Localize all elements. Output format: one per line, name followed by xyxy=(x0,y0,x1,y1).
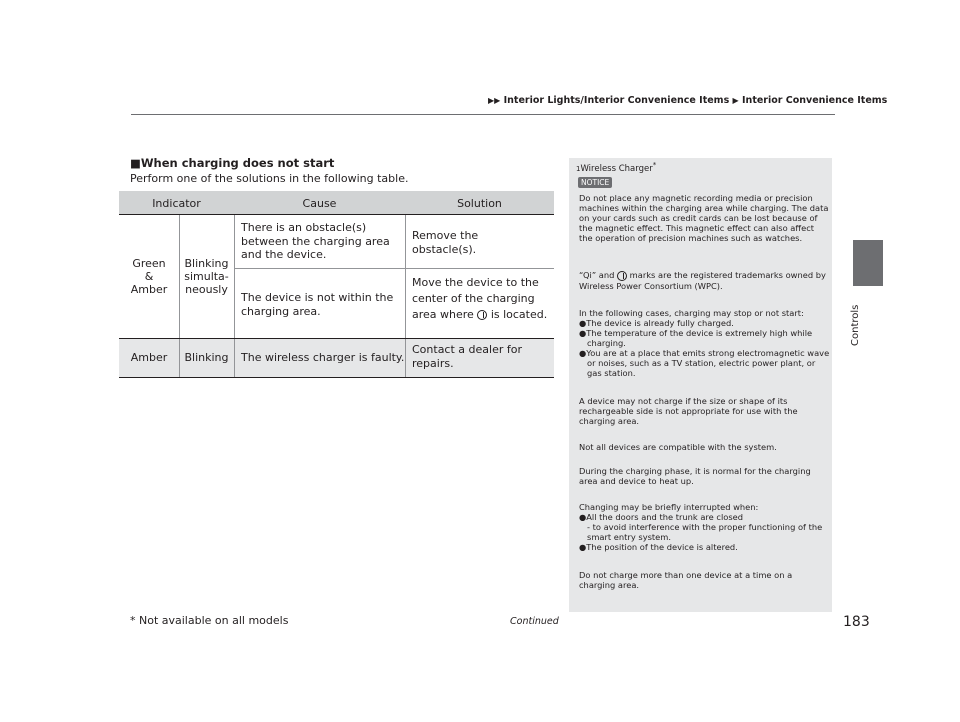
table-header-row xyxy=(119,191,554,215)
side-tab-marker xyxy=(853,240,883,286)
solution-text: Move the device to the center of the charging area where xyxy=(412,276,539,321)
wireless-charge-icon xyxy=(617,271,627,281)
interrupt-sub: - to avoid interference with the proper functioning of the smart entry system. xyxy=(587,522,823,542)
cause-obstacle: There is an obstacle(s) between the charging area and the device. xyxy=(241,221,390,261)
row-divider xyxy=(234,268,554,269)
section-heading: ■When charging does not start xyxy=(130,156,335,170)
breadcrumb-part1[interactable]: Interior Lights/Interior Convenience Items xyxy=(503,95,730,106)
header-rule xyxy=(131,114,835,115)
heat-note: During the charging phase, it is normal for the charging area and device to heat up. xyxy=(579,466,811,486)
indicator-state xyxy=(179,257,234,296)
column-divider xyxy=(234,215,235,338)
breadcrumb xyxy=(488,95,887,106)
solution-move-device xyxy=(412,275,552,323)
column-divider xyxy=(179,215,180,338)
cause-faulty: The wireless charger is faulty. xyxy=(241,351,405,364)
notice-badge: NOTICE xyxy=(578,177,612,188)
breadcrumb-part2[interactable]: Interior Convenience Items xyxy=(742,95,888,106)
header-cause: Cause xyxy=(302,197,337,210)
section-intro: Perform one of the solutions in the following table. xyxy=(130,172,409,185)
indicator-text: & xyxy=(144,270,154,283)
stop-bullet: ●The temperature of the device is extremely high while charging. xyxy=(579,328,813,348)
notice-text: Do not place any magnetic recording media or precision machines within the charging area while charging. The data on your cards such as credit cards can be lost because of the magnetic effect. This magnetic effect can also affect the operation of precision machines such as watches. xyxy=(579,193,829,243)
qi-trademark-text xyxy=(579,270,829,291)
stop-bullet: ●The device is already fully charged. xyxy=(579,318,734,328)
solution-contact-dealer: Contact a dealer for repairs. xyxy=(412,343,522,370)
indicator-state-blinking: Blinking xyxy=(184,351,229,364)
column-divider xyxy=(234,339,235,377)
solution-remove-obstacle: Remove the obstacle(s). xyxy=(412,229,479,256)
page-number: 183 xyxy=(843,614,870,630)
stop-bullet: ●You are at a place that emits strong electromagnetic wave or noises, such as a TV station, electric power plant, or gas station. xyxy=(579,348,830,378)
note-title-text: Wireless Charger xyxy=(580,163,653,174)
side-tab[interactable] xyxy=(842,290,892,350)
stop-conditions xyxy=(579,308,831,378)
note-ref-number: 1 xyxy=(576,164,581,173)
cause-out-of-area: The device is not within the charging area. xyxy=(241,291,394,318)
solution-text: is located. xyxy=(490,308,548,321)
indicator-green-amber xyxy=(119,257,179,296)
note-asterisk: * xyxy=(652,160,657,169)
table-row-amber xyxy=(119,338,554,378)
column-divider xyxy=(179,339,180,377)
qi-text: “Qi” and xyxy=(579,270,615,280)
indicator-amber: Amber xyxy=(130,351,168,364)
interrupt-bullet: ●The position of the device is altered. xyxy=(579,542,738,552)
footnote: * Not available on all models xyxy=(130,614,289,627)
header-indicator: Indicator xyxy=(152,197,201,210)
indicator-text: Amber xyxy=(130,283,168,296)
side-tab-label: Controls xyxy=(850,304,861,346)
breadcrumb-arrow-icon: ▶▶ xyxy=(488,96,501,105)
column-divider xyxy=(405,339,406,377)
state-text: simulta- xyxy=(184,270,229,283)
interrupt-conditions xyxy=(579,502,829,552)
header-solution: Solution xyxy=(457,197,502,210)
continued-label: Continued xyxy=(510,616,559,627)
qi-text: marks are the registered trademarks owned by Wireless Power Consortium (WPC). xyxy=(579,270,826,291)
compat-note: Not all devices are compatible with the system. xyxy=(579,442,777,452)
wireless-charge-icon xyxy=(477,310,487,320)
column-divider xyxy=(405,215,406,338)
interrupt-intro: Changing may be briefly interrupted when: xyxy=(579,502,759,512)
state-text: neously xyxy=(185,283,228,296)
indicator-text: Green xyxy=(132,257,166,270)
breadcrumb-arrow-icon: ▶ xyxy=(732,96,739,105)
multi-device-note: Do not charge more than one device at a time on a charging area. xyxy=(579,570,793,590)
note-title xyxy=(576,160,656,174)
stop-intro: In the following cases, charging may stop or not start: xyxy=(579,308,804,318)
state-text: Blinking xyxy=(184,257,229,270)
interrupt-bullet: ●All the doors and the trunk are closed xyxy=(579,512,744,522)
size-note: A device may not charge if the size or shape of its rechargeable side is not appropriate for use with the charging area. xyxy=(579,396,798,426)
